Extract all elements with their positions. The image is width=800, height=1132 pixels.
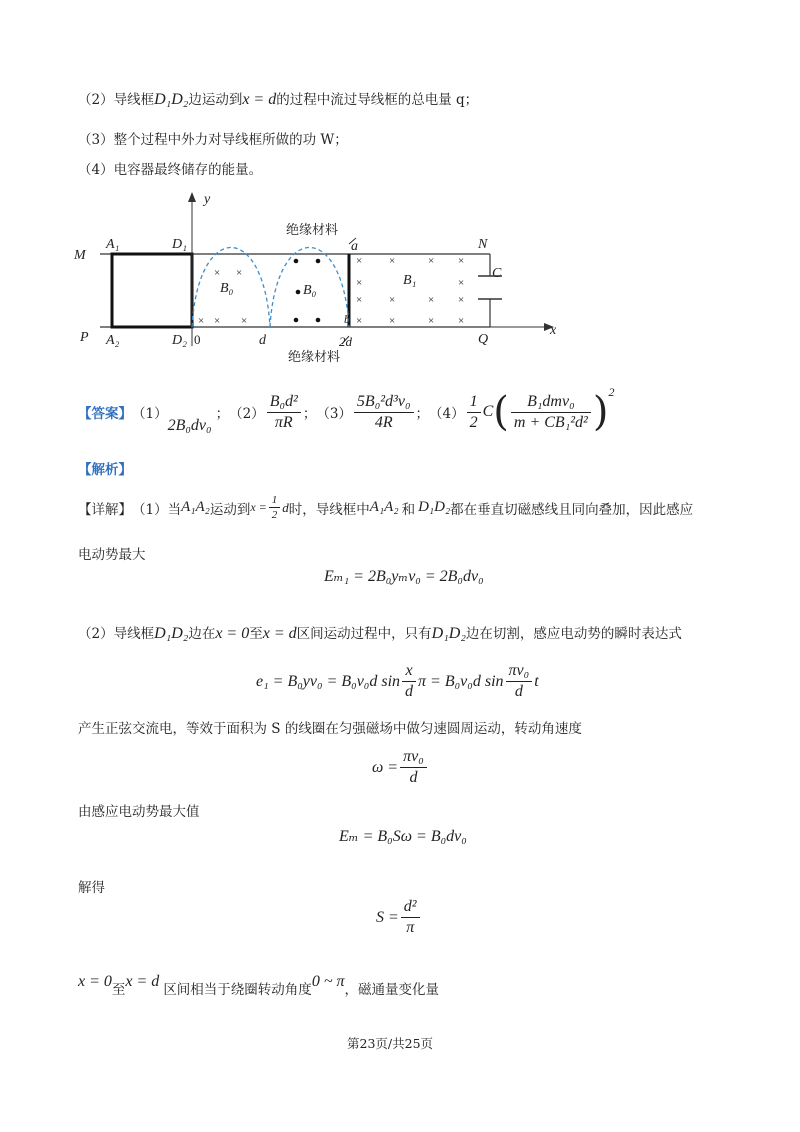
svg-text:×: × bbox=[356, 255, 363, 267]
detail-line-5: 由感应电动势最大值 bbox=[78, 804, 200, 820]
svg-text:×: × bbox=[389, 255, 396, 267]
label-2d: 2d bbox=[339, 334, 352, 349]
svg-text:×: × bbox=[389, 294, 396, 306]
detail-l7-b: ，磁通量变化量 bbox=[344, 982, 439, 998]
svg-text:×: × bbox=[236, 267, 243, 279]
detail-l3-b: 边在 bbox=[188, 626, 216, 642]
detail-l7-x0: x = 0 bbox=[78, 973, 112, 990]
answer-2: $\frac{\text{B₀d²}}{\pi R}$ bbox=[267, 393, 301, 432]
detail-l3-c: 至 bbox=[249, 626, 263, 642]
answer-4-power: 2 bbox=[608, 384, 615, 399]
answer-sep3: ； bbox=[415, 406, 430, 422]
label-x: x bbox=[550, 323, 557, 338]
answer-part4-label: （4） bbox=[429, 406, 465, 422]
detail-l3-e: 边在切割，感应电动势的瞬时表达式 bbox=[465, 626, 682, 642]
label-origin: 0 bbox=[194, 332, 201, 347]
field-into-page-left bbox=[198, 267, 247, 327]
svg-text:×: × bbox=[198, 315, 205, 327]
detail-l3-v: D₁D₂ bbox=[154, 625, 189, 642]
analysis-tag: 【解析】 bbox=[78, 462, 132, 478]
label-insulation-top: 绝缘材料 bbox=[286, 223, 339, 238]
answer-tag: 【答案】 bbox=[78, 406, 132, 422]
svg-text:×: × bbox=[458, 277, 465, 289]
answer-1: 2B₀dv₀ bbox=[167, 417, 212, 434]
answer-part2-label: （2） bbox=[229, 406, 265, 422]
svg-text:×: × bbox=[428, 315, 435, 327]
detail-line-4: 产生正弦交流电，等效于面积为 S 的线圈在匀强磁场中做匀速圆周运动，转动角速度 bbox=[78, 721, 582, 737]
equation-2: e₁ = B₀yv₀ = B₀v₀d sin $\frac{x}{d}$ π = B₀v₀d sin $\frac{\text{πv₀}}{d}$ t bbox=[256, 662, 539, 700]
page-footer: 第23页/共25页 bbox=[347, 1036, 434, 1051]
answer-sep2: ； bbox=[302, 406, 317, 422]
detail-l3-xd: x = d bbox=[262, 625, 297, 642]
label-P: P bbox=[80, 330, 89, 345]
field-into-page-right bbox=[356, 255, 464, 327]
detail-l1-b: 运动到 bbox=[209, 501, 251, 518]
question-2 bbox=[78, 88, 478, 109]
label-b: b bbox=[344, 312, 350, 326]
equation-4: Eₘ = B₀Sω = B₀dv₀ bbox=[339, 828, 467, 845]
svg-text:×: × bbox=[389, 315, 396, 327]
detail-l1-x: x = bbox=[250, 500, 267, 514]
answer-part3-label: （3） bbox=[316, 406, 352, 422]
svg-text:×: × bbox=[458, 315, 465, 327]
label-M: M bbox=[74, 248, 86, 263]
equation-3: ω = $\frac{\text{πv₀}}{d}$ bbox=[372, 748, 429, 787]
answer-part1-label: （1） bbox=[132, 406, 168, 422]
q2-prefix: （2）导线框 bbox=[78, 92, 155, 108]
wire-frame bbox=[112, 254, 192, 327]
detail-line-6: 解得 bbox=[78, 880, 105, 896]
svg-text:×: × bbox=[356, 277, 363, 289]
label-a: a bbox=[351, 239, 358, 254]
label-A2: A₂ bbox=[106, 333, 120, 348]
label-D1: D₁ bbox=[172, 237, 187, 252]
detail-l1-v1: A₁A₂ bbox=[369, 499, 399, 515]
detail-l1-a: （1）当 bbox=[132, 501, 182, 518]
detail-l7-angle: 0 ~ π bbox=[311, 973, 345, 990]
question-3: （3）整个过程中外力对导线框所做的功 W； bbox=[78, 132, 348, 148]
svg-text:×: × bbox=[214, 315, 221, 327]
detail-l1-d2: 都在垂直切磁感线且同向叠加，因此感应 bbox=[450, 501, 694, 518]
svg-text:×: × bbox=[356, 294, 363, 306]
detail-line-2: 电动势最大 bbox=[78, 547, 146, 563]
svg-text:×: × bbox=[356, 315, 363, 327]
q2-eq: x = d bbox=[242, 91, 277, 108]
answer-sep1: ； bbox=[215, 406, 230, 422]
svg-text:×: × bbox=[458, 255, 465, 267]
label-insulation-bottom: 绝缘材料 bbox=[288, 350, 341, 365]
circuit-diagram bbox=[60, 186, 580, 366]
label-B1: B₁ bbox=[403, 273, 417, 288]
detail-l3-d: 区间运动过程中，只有 bbox=[296, 626, 432, 642]
detail-l3-a: （2）导线框 bbox=[78, 626, 155, 642]
detail-tag: 【详解】 bbox=[78, 501, 132, 518]
svg-text:×: × bbox=[458, 294, 465, 306]
label-d: d bbox=[259, 333, 266, 348]
equation-5: S = $\frac{\text{d²}}{\pi}$ bbox=[376, 898, 422, 937]
label-A1: A₁ bbox=[106, 237, 120, 252]
detail-l3-x0: x = 0 bbox=[215, 625, 250, 642]
label-B0-mid: B₀ bbox=[303, 283, 317, 298]
detail-l7-a: 区间相当于绕圈转动角度 bbox=[163, 982, 312, 998]
detail-l1-frac: $\frac{1}{2}$ bbox=[269, 494, 281, 521]
label-B0-left: B₀ bbox=[220, 281, 234, 296]
detail-l1-and: 和 bbox=[401, 501, 416, 518]
label-D2: D₂ bbox=[172, 333, 187, 348]
question-4: （4）电容器最终储存的能量。 bbox=[78, 162, 263, 178]
label-N: N bbox=[478, 237, 488, 252]
answer-4-C: C bbox=[482, 403, 494, 420]
q2-mid: 边运动到 bbox=[188, 92, 243, 108]
svg-text:×: × bbox=[241, 315, 248, 327]
svg-text:×: × bbox=[214, 267, 221, 279]
detail-line-1 bbox=[78, 494, 693, 521]
q2-var: D₁D₂ bbox=[154, 91, 189, 108]
svg-text:×: × bbox=[428, 255, 435, 267]
svg-text:×: × bbox=[428, 294, 435, 306]
detail-l3-v2: D₁D₂ bbox=[431, 625, 466, 642]
detail-line-7 bbox=[78, 973, 439, 999]
label-y: y bbox=[204, 192, 211, 207]
q2-suffix: 的过程中流过导线框的总电量 q； bbox=[276, 92, 479, 108]
detail-l7-to: 至 bbox=[111, 982, 126, 998]
detail-l1-var: A₁A₂ bbox=[181, 499, 210, 515]
answer-4-inner: $\frac{\text{B₁dmv₀}}{\text{m + CB₁²d²}}$ bbox=[511, 393, 591, 432]
answer-3: $\frac{\text{5B₀²d³v₀}}{4R}$ bbox=[354, 393, 414, 432]
detail-l1-v2: D₁D₂ bbox=[418, 499, 451, 515]
detail-l7-xd: x = d bbox=[125, 973, 160, 990]
equation-1: Eₘ₁ = 2B₀yₘv₀ = 2B₀dv₀ bbox=[324, 568, 484, 585]
answer-4-half: $\frac{1}{2}$ bbox=[467, 393, 481, 432]
label-Q: Q bbox=[478, 332, 489, 347]
answer-line: 【答案】 （1） 2B₀dv₀ ； （2） $\frac{\text{B₀d²}}{\pi R}$ ； （3） $\frac{\text{5B₀²d³v₀}}{4R}$ ； （4） $\frac{1}{2}$ C ( $\frac{\text{B₁dmv₀}}{\text{m + CB₁²d²}}$ ) 2 bbox=[78, 384, 615, 435]
detail-l1-d: d bbox=[282, 499, 289, 515]
label-C: C bbox=[492, 266, 502, 281]
detail-line-3 bbox=[78, 622, 682, 643]
detail-l1-c: 时，导线框中 bbox=[288, 501, 370, 518]
